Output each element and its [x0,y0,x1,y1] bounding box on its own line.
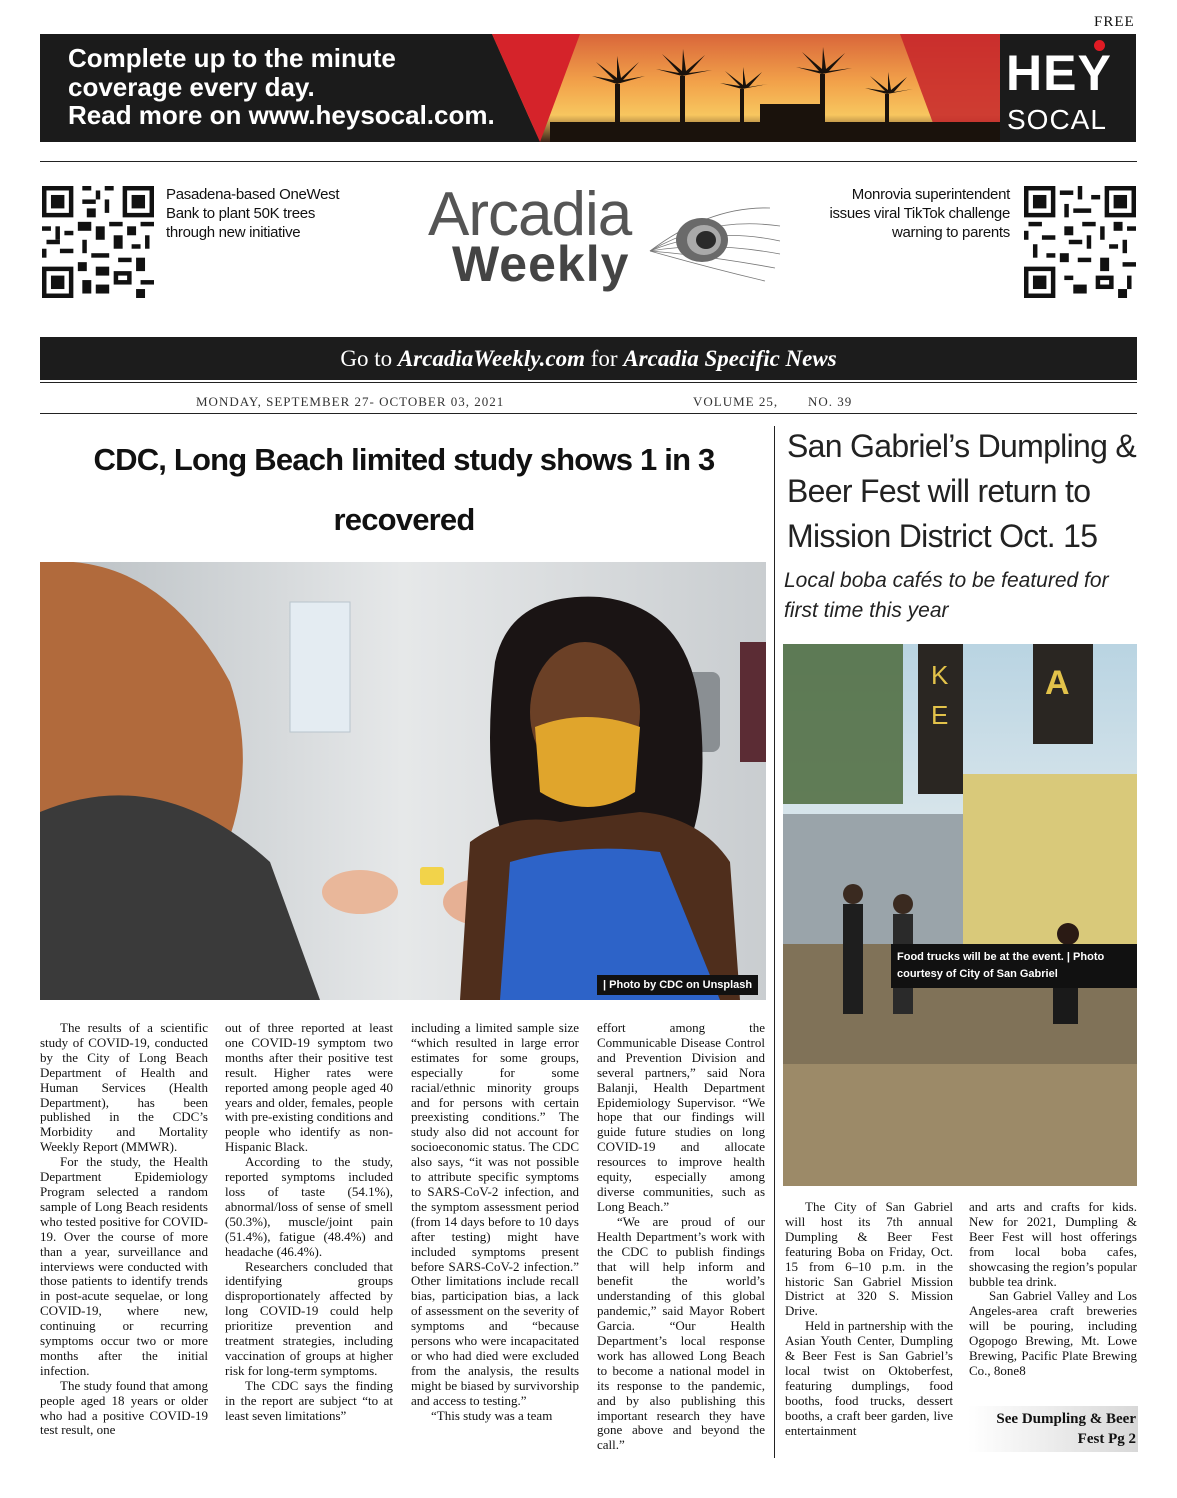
tagline: Arcadia Specific News [623,346,837,371]
goto-text: Go to [340,346,393,371]
paragraph: “This study was a team [431,1407,553,1423]
paragraph: effort among the Communicable Disease Control and Prevention Division and several partners,” said Nora Balanji, Health Department Epidemiology Supervisor. “We hope that our findings will guide future studies on long COVID-19 and allocate resources to improve health equity, especially among diverse communities, such as Long Beach.” [597,1020,765,1214]
column-divider [774,426,775,1458]
paragraph: including a limited sample size “which resulted in large error estimates for some groups, especially for some racial/ethnic minority groups and for persons with certain preexisting conditions.” The study also did not account for socioeconomic status. The CDC also says, “it was not possible to attribute specific symptoms to SARS-CoV-2 infection, and the symptom assessment period (from 14 days before to 10 days after testing) might have included symptoms present before SARS-CoV-2 infection.” Other limitations include recall bias, participation bias, a lack of assessment on the severity of symptoms and “because persons who were incapacitated or who had died were excluded from the analysis, the results might be biased by survivorship and access to testing.” [411,1020,579,1408]
main-story-column-3 [411,1021,579,1423]
teaser-left-line: Pasadena-based OneWest [166,186,340,203]
teaser-left-line: Bank to plant 50K trees [166,205,316,222]
jump-link[interactable]: See Dumpling & Beer Fest Pg 2 [968,1406,1138,1452]
issue-date: MONDAY, SEPTEMBER 27- OCTOBER 03, 2021 [196,394,505,409]
hey-socal-ad-banner[interactable] [40,34,1136,142]
masthead-weekly[interactable]: Weekly [452,236,630,292]
free-label: FREE [1094,14,1135,30]
main-story-column-2 [225,1021,393,1423]
banner-rule [40,382,1137,383]
teaser-right-line: issues viral TikTok challenge [829,205,1010,222]
svg-text:K: K [931,660,949,690]
side-headline[interactable]: San Gabriel’s Dumpling & Beer Fest will return to Mission District Oct. 15 [787,428,1137,554]
teaser-left-line: through new initiative [166,224,301,241]
ad-line-3[interactable]: Read more on www.heysocal.com. [68,100,495,130]
ad-line-2: coverage every day. [68,71,315,102]
issue-volume: VOLUME 25, [693,394,779,409]
qr-code-right[interactable] [1024,186,1136,298]
paragraph: Researchers concluded that identifying groups disproportionately affected by long COVID-19 could help prioritize prevention and treatment strategies, including vaccination of groups at higher risk for long-term symptoms. [225,1258,393,1378]
svg-text:A: A [1045,664,1070,702]
paragraph: According to the study, reported symptoms included loss of taste (54.1%), abnormal/loss of sense of smell (50.3%), muscle/joint pain (51.4%), fatigue (48.4%) and headache (46.4%). [225,1154,393,1259]
dateline-rule [40,413,1137,414]
food-trucks-photo[interactable] [783,644,1137,1186]
teaser-left[interactable] [166,185,376,242]
paragraph: “We are proud of our Health Department’s work with the CDC to publish findings that will help inform and benefit the world’s understanding of this global pandemic,” said Mayor Robert Garcia. “Our Health Department’s local response work has allowed Long Beach to become a national model in its response to the pandemic, and by also publishing this important research they have gone above and beyond the call.” [597,1213,765,1453]
teaser-right[interactable] [790,185,1010,242]
paragraph: The City of San Gabriel will host its 7th annual Dumpling & Beer Fest featuring Boba on Friday, Oct. 15 from 6–10 p.m. in the historic San Gabriel Mission District at 320 S. Mission Drive. [785,1199,953,1319]
hey-socal-logo-socal: SOCAL [1007,104,1107,135]
peacock-feather-icon [640,196,785,291]
paragraph: Held in partnership with the Asian Youth Center, Dumpling & Beer Fest is San Gabriel’s local twist on Oktoberfest, featuring dumplings, food booths, food trucks, dessert booths, a craft beer garden, live entertainment [785,1318,953,1438]
paragraph: out of three reported at least one COVID-19 symptom two months after their positive test result. Higher rates were reported among people aged 40 years and older, females, people with pre-existing conditions and people who identify as non-Hispanic Black. [225,1020,393,1155]
teaser-right-line: Monrovia superintendent [851,186,1010,203]
for-text: for [590,346,618,371]
ad-line-1: Complete up to the minute [68,43,396,73]
paragraph: San Gabriel Valley and Los Angeles-area craft breweries will be pouring, including Ogopogo Brewing, Mt. Lowe Brewing, Pacific Plate Brewing Co., 8one8 [969,1288,1137,1378]
main-story-column-1 [40,1021,208,1438]
paragraph: For the study, the Health Department Epidemiology Program selected a random sample of Long Beach residents who tested positive for COVID-19. Over the course of more than a year, surveillance and interviews were conducted with those patients to identify trends in post-acute sequelae, or long COVID-19, where new, continuing or recurring symptoms occur two or more months after the initial infection. [40,1154,208,1378]
arcadia-weekly-site-banner[interactable] [40,337,1137,380]
paragraph: The study found that among people aged 18 years or older who had a positive COVID-19 test result, one [40,1377,208,1438]
ad-copy [68,44,495,130]
header-rule [40,161,1137,162]
photo-credit: | Photo by CDC on Unsplash [597,975,758,995]
teaser-right-line: warning to parents [891,224,1010,241]
paragraph: The results of a scientific study of COVID-19, conducted by the City of Long Beach Department of Health and Human Services (Health Department), has been published in the CDC’s Morbidity and Mortality Weekly Report (MMWR). [40,1020,208,1155]
qr-code-left[interactable] [42,186,154,298]
vaccination-photo-image [40,562,766,1000]
site-link[interactable]: ArcadiaWeekly.com [397,346,585,371]
hey-socal-logo-hey: HEY [1006,45,1112,101]
main-story-column-4 [597,1021,765,1453]
paragraph: and arts and crafts for kids. New for 2021, Dumpling & Beer Fest will host offerings from local boba cafes, showcasing the region’s popular bubble tea drink. [969,1199,1137,1289]
issue-number: NO. 39 [808,394,853,409]
side-story-column-1 [785,1200,953,1439]
paragraph: The CDC says the finding in the report are subject “to at least seven limitations” [225,1377,393,1423]
side-deck: Local boba cafés to be featured for first time this year [784,569,1109,622]
side-story-column-2 [969,1200,1137,1379]
food-trucks-photo-image [783,644,1137,1186]
svg-text:E: E [931,700,949,730]
main-headline-line-1: CDC, Long Beach limited study shows 1 in 3 recovered [93,442,715,537]
vaccination-photo[interactable] [40,562,766,1000]
photo-caption: Food trucks will be at the event. | Photo courtesy of City of San Gabriel [891,944,1137,988]
masthead-arcadia[interactable]: Arcadia [428,180,632,249]
